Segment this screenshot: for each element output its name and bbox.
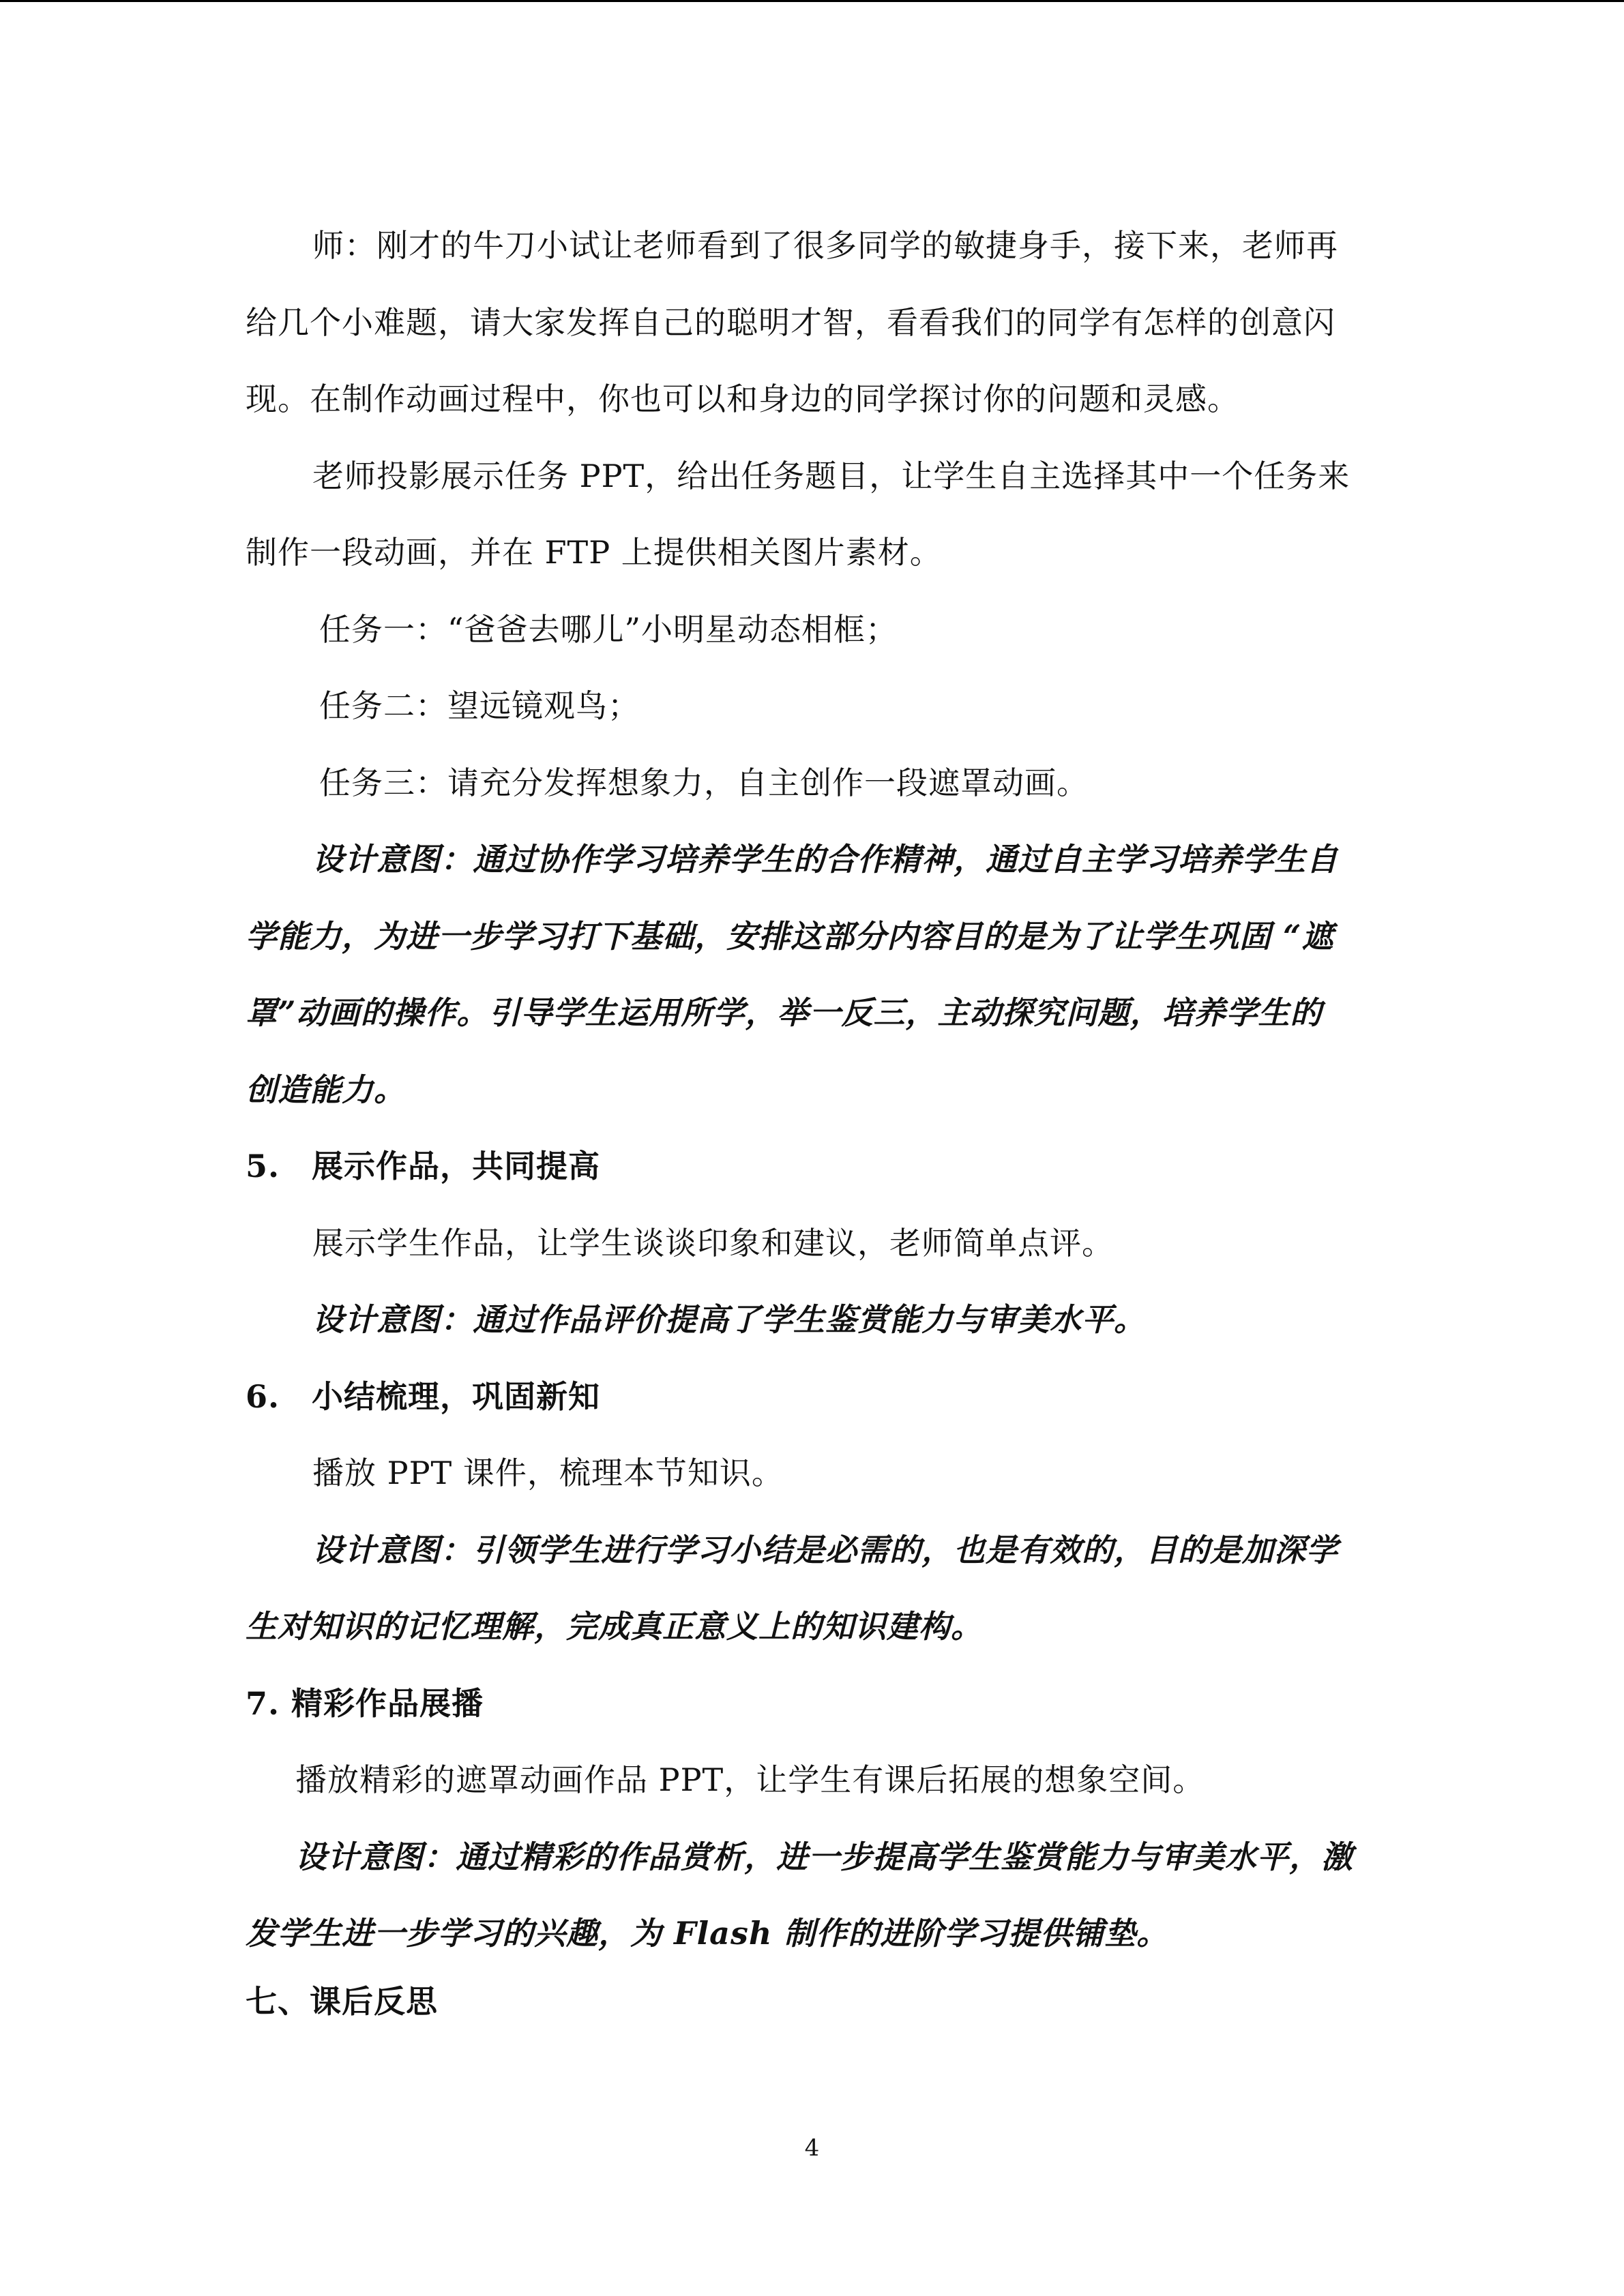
- design-intent-line: 设计意图：通过精彩的作品赏析，进一步提高学生鉴赏能力与审美水平，激: [295, 1838, 1353, 1875]
- section-body: 展示学生作品，让学生谈谈印象和建议，老师简单点评。: [312, 1225, 1114, 1262]
- section-heading: 6. 小结梳理，巩固新知: [246, 1378, 601, 1415]
- paragraph-line: 制作一段动画，并在 FTP 上提供相关图片素材。: [246, 534, 942, 571]
- paragraph-line: 师：刚才的牛刀小试让老师看到了很多同学的敏捷身手，接下来，老师再: [312, 227, 1338, 264]
- paragraph-line: 老师投影展示任务 PPT，给出任务题目，让学生自主选择其中一个任务来: [312, 458, 1350, 494]
- design-intent-line: 设计意图：通过协作学习培养学生的合作精神，通过自主学习培养学生自: [312, 841, 1338, 878]
- design-intent-line: 罩”动画的操作。引导学生运用所学，举一反三，主动探究问题，培养学生的: [246, 994, 1323, 1031]
- section-body: 播放 PPT 课件，梳理本节知识。: [312, 1455, 784, 1491]
- task-item: 任务二：望远镜观鸟；: [319, 687, 640, 724]
- paragraph-line: 给几个小难题，请大家发挥自己的聪明才智，看看我们的同学有怎样的创意闪: [246, 304, 1335, 341]
- section-heading: 7. 精彩作品展播: [246, 1685, 484, 1722]
- page-number: 4: [804, 2134, 820, 2162]
- section-heading: 七、课后反思: [246, 1983, 438, 2020]
- paragraph-line: 现。在制作动画过程中，你也可以和身边的同学探讨你的问题和灵感。: [246, 381, 1239, 417]
- design-intent-line: 学能力，为进一步学习打下基础，安排这部分内容目的是为了让学生巩固 “遮: [246, 918, 1334, 955]
- task-item: 任务三：请充分发挥想象力，自主创作一段遮罩动画。: [319, 764, 1089, 801]
- design-intent-line: 生对知识的记忆理解，完成真正意义上的知识建构。: [246, 1608, 983, 1645]
- design-intent-line: 设计意图：通过作品评价提高了学生鉴赏能力与审美水平。: [312, 1301, 1146, 1338]
- page-top-border: [0, 0, 1624, 2]
- task-item: 任务一：“爸爸去哪儿”小明星动态相框；: [319, 611, 898, 648]
- design-intent-line: 创造能力。: [246, 1071, 406, 1108]
- section-heading: 5. 展示作品，共同提高: [246, 1148, 601, 1184]
- design-intent-line: 设计意图：引领学生进行学习小结是必需的，也是有效的，目的是加深学: [312, 1532, 1338, 1568]
- design-intent-line: 发学生进一步学习的兴趣，为 Flash 制作的进阶学习提供铺垫。: [246, 1915, 1169, 1952]
- section-body: 播放精彩的遮罩动画作品 PPT，让学生有课后拓展的想象空间。: [295, 1761, 1205, 1798]
